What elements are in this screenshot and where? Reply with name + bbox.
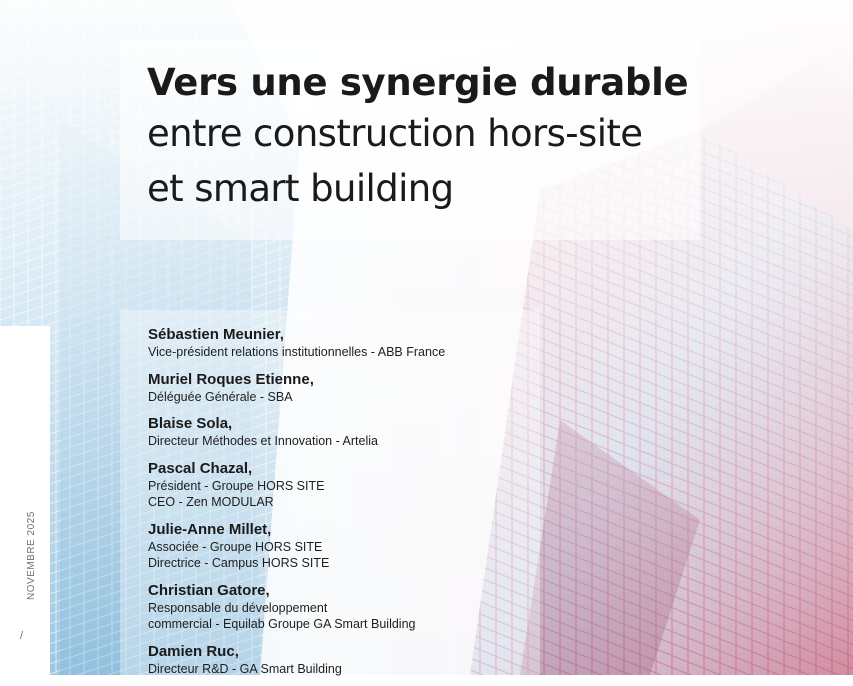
- authors-list: [148, 325, 668, 686]
- author-role: commercial - Equilab Groupe GA Smart Building: [148, 617, 416, 631]
- author-entry: [148, 581, 668, 633]
- author-entry: [148, 414, 668, 450]
- title-line-1: Vers une synergie durable: [147, 61, 689, 104]
- author-role: Associée - Groupe HORS SITE: [148, 539, 323, 554]
- author-name: Julie-Anne Millet,: [148, 520, 272, 538]
- author-name: Christian Gatore,: [148, 581, 270, 599]
- title-line-2: entre construction hors-site: [147, 112, 643, 155]
- issue-date-label: NOVEMBRE 2025: [26, 511, 37, 600]
- title-line-3: et smart building: [147, 167, 454, 210]
- author-entry: [148, 459, 668, 511]
- author-role: Vice-président relations institutionnelles - ABB France: [148, 345, 446, 359]
- author-role: CEO - Zen MODULAR: [148, 495, 274, 509]
- author-name: Damien Ruc,: [148, 642, 239, 660]
- author-entry: [148, 325, 668, 361]
- author-entry: [148, 520, 668, 572]
- author-role: Directeur R&D - GA Smart Building: [148, 661, 342, 676]
- author-name: Muriel Roques Etienne,: [148, 370, 314, 388]
- author-role: Responsable du développement: [148, 600, 328, 615]
- author-role: Déléguée Générale - SBA: [148, 389, 293, 404]
- author-name: Pascal Chazal,: [148, 459, 253, 477]
- author-role: Directeur Méthodes et Innovation - Artelia: [148, 434, 378, 448]
- author-entry: [148, 642, 668, 678]
- author-name: Blaise Sola,: [148, 415, 233, 432]
- author-role: Directrice - Campus HORS SITE: [148, 556, 330, 570]
- document-title: [147, 60, 787, 216]
- side-separator: /: [20, 630, 24, 642]
- author-role: Président - Groupe HORS SITE: [148, 478, 325, 493]
- side-margin-strip: [0, 326, 50, 675]
- author-entry: [148, 370, 668, 406]
- author-name: Sébastien Meunier,: [148, 326, 284, 343]
